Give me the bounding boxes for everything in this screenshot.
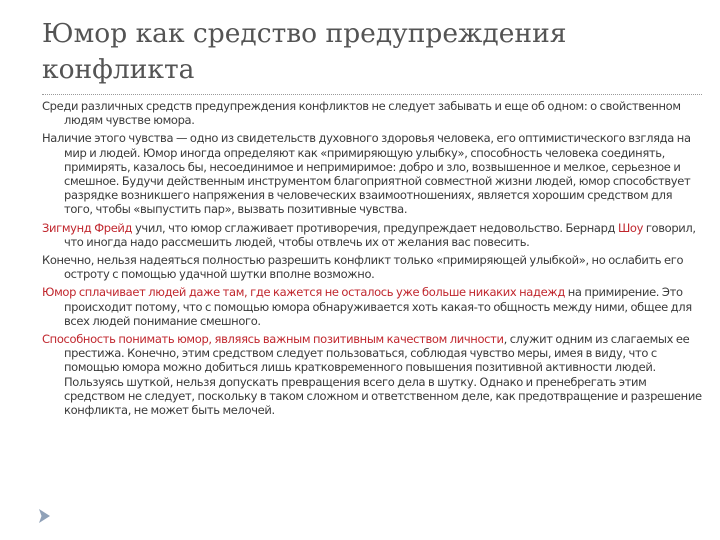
next-arrow-icon[interactable] (36, 508, 52, 524)
paragraph (42, 253, 702, 281)
paragraph-text: учил, что юмор сглаживает противоречия, предупреждает недовольство. Бернард (132, 220, 618, 235)
paragraph (42, 221, 702, 249)
paragraph (42, 99, 702, 127)
paragraph (42, 285, 702, 328)
paragraph-text: Конечно, нельзя надеяться полностью разрешить конфликт только «примиряющей улыбкой», но ослабить его остроту с помощью удачной шутки вполне возможно. (42, 253, 684, 282)
highlight-phrase: Юмор сплачивает людей даже там, где кажется не осталось уже больше никаких надежд (42, 285, 565, 300)
title-divider (42, 94, 702, 95)
paragraph-text: , служит одним из слагаемых ее престижа. Конечно, этим средством следует пользоваться, соблюдая чувство меры, имея в виду, что с помощью юмора можно добиться лишь кратковременного повышения позитивной активности людей. Пользуясь шуткой, нельзя допускать превращения всего дела в шутку. Однако и пренебрегать этим средством не следует, поскольку в таком сложном и ответственном деле, как предотвращение и разрешение конфликта, не может быть мелочей. (64, 332, 702, 418)
highlight-phrase: Способность понимать юмор, являясь важным позитивным качеством личности (42, 332, 504, 347)
paragraph (42, 332, 702, 417)
paragraph-text: на примирение. Это происходит потому, что с помощью юмора обнаруживается хоть какая-то общность между ними, общее для всех людей понимание смешного. (64, 285, 692, 328)
paragraph-text: говорил, что иногда надо рассмешить людей, чтобы отвлечь их от желания вас повесить. (64, 220, 696, 249)
highlight-freud: Зигмунд Фрейд (42, 220, 133, 235)
paragraph (42, 131, 702, 216)
slide-title: Юмор как средство предупреждения конфликта (42, 18, 567, 85)
paragraph-text: Среди различных средств предупреждения конфликтов не следует забывать и еще об одном: о свойственном людям чувстве юмора. (42, 99, 681, 128)
highlight-shaw: Шоу (617, 220, 644, 235)
paragraph-text: Наличие этого чувства — одно из свидетельств духовного здоровья человека, его оптимистического взгляда на мир и людей. Юмор иногда определяют как «примиряющую улыбку», способность человека соединять, примирять, казалось бы, несоединимое и непримиримое: добро и зло, возвышенное и мелкое, серьезное и смешное. Будучи действенным инструментом благоприятной совместной жизни людей, юмор способствует разрядке возникшего напряжения в человеческих взаимоотношениях, является хорошим средством для того, чтобы «выпустить пар», вызвать позитивные чувства. (42, 131, 691, 217)
slide-body (42, 99, 702, 421)
